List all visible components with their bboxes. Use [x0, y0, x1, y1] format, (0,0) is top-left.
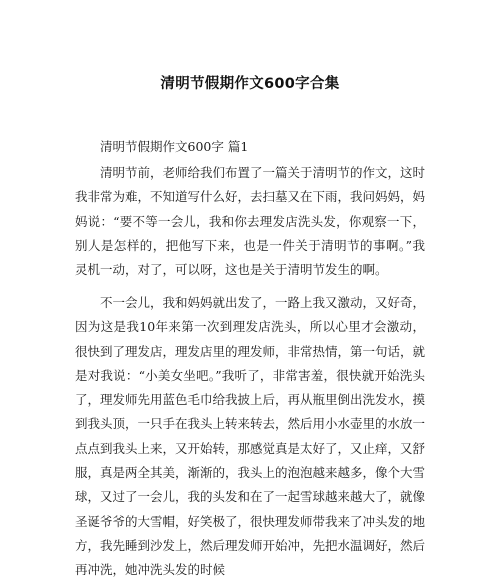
document-title: 清明节假期作文600字合集	[160, 76, 340, 92]
section-heading: 清明节假期作文600字 篇1	[100, 139, 249, 154]
paragraph: 不一会儿，我和妈妈就出发了，一路上我又激动，又好奇，因为这是我10年来第一次到理发店洗头，所以心里才会激动，很快到了理发店，理发店里的理发师，非常热情，第一句话，就是对我说：“小美女坐吧。”我听了，非常害羞，很快就开始洗头了，理发师先用蓝色毛巾给我披上后，再从瓶里倒出洗发水，摸到我头顶，一只手在我头上转来转去，然后用小水壶里的水放一点点到我头上来，又开始转，那感觉真是太好了，又止痒，又舒服，真是两全其美，渐渐的，我头上的泡泡越来越多，像个大雪球，又过了一会儿，我的头发和在了一起雪球越来越大了，就像圣诞爷爷的大雪帽，好笑极了，很快理发师带我来了冲头发的地方，我先睡到沙发上，然后理发师开始冲，先把水温调好，然后再冲洗，她冲洗头发的时候	[75, 295, 426, 578]
paragraph: 清明节前，老师给我们布置了一篇关于清明节的作文，这时我非常为难，不知道写什么好，去扫墓又在下雨，我问妈妈，妈妈说：“要不等一会儿，我和你去理发店洗头发，你观察一下，别人是怎样的，把他写下来，也是一件关于清明节的事啊。”我灵机一动，对了，可以呀，这也是关于清明节发生的啊。	[75, 165, 426, 278]
